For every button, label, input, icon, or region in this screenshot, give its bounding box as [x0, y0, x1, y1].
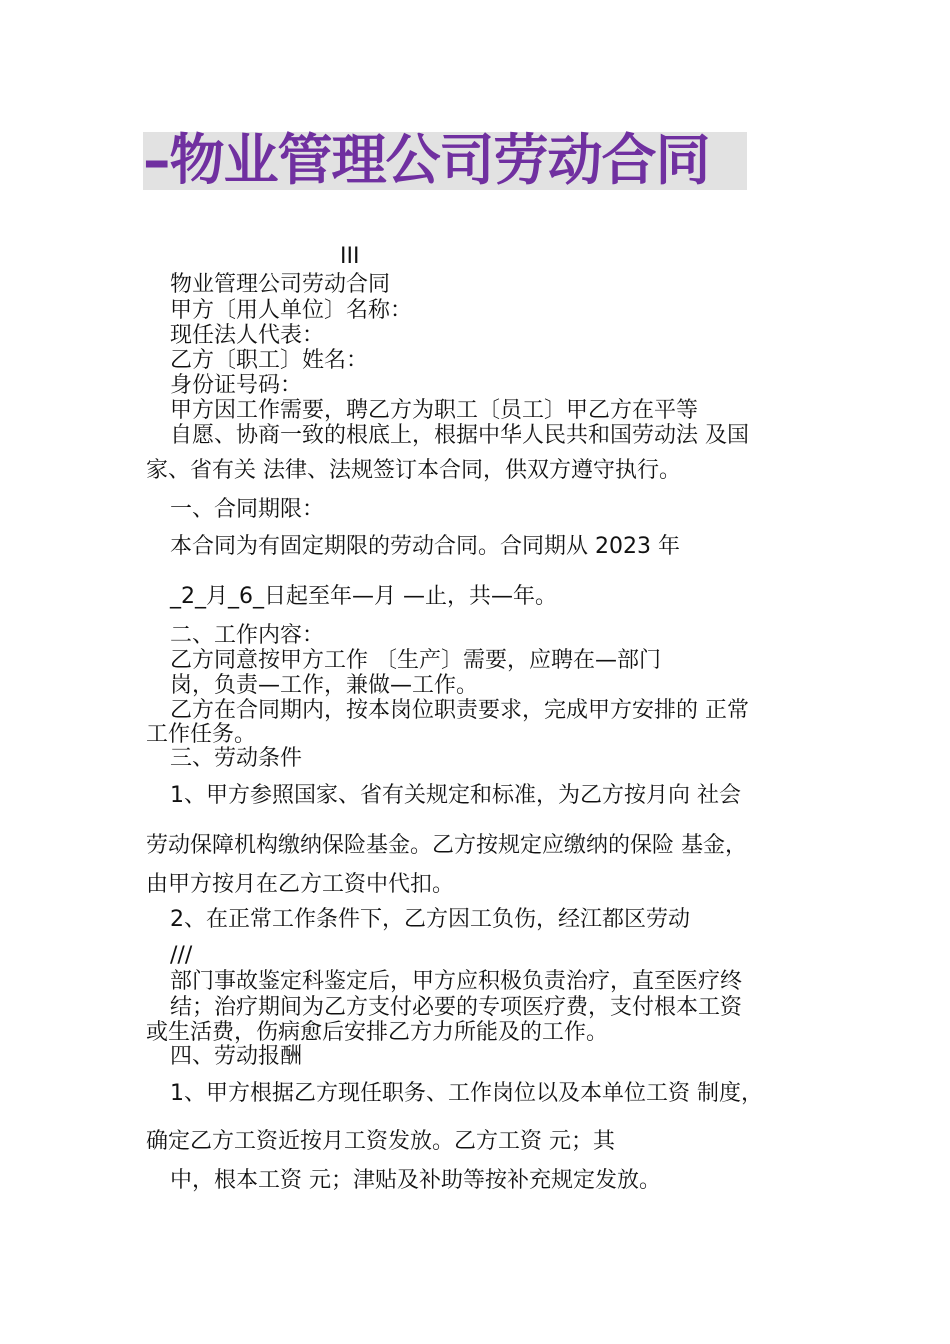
text-line: 四、劳动报酬 — [170, 1044, 303, 1069]
text-line: 现任法人代表： — [170, 323, 325, 348]
text-line: _2_月_6_日起至年—月 —止，共—年。 — [170, 584, 557, 609]
text-line: 家、省有关 法律、法规签订本合同，供双方遵守执行。 — [146, 458, 681, 483]
text-line: 三、劳动条件 — [170, 746, 303, 771]
text-line: 由甲方按月在乙方工资中代扣。 — [146, 872, 455, 897]
text-line: 确定乙方工资近按月工资发放。乙方工资 元；其 — [146, 1129, 615, 1154]
text-line: 甲方〔用人单位〕名称： — [170, 298, 413, 323]
text-line: 岗，负责—工作，兼做—工作。 — [170, 673, 479, 698]
text-line: 乙方同意按甲方工作 〔生产〕需要，应聘在—部门 — [170, 648, 661, 673]
text-line: 乙方〔职工〕姓名： — [170, 348, 369, 373]
text-line: 1、甲方根据乙方现任职务、工作岗位以及本单位工资 制度， — [170, 1081, 763, 1106]
text-line: 部门事故鉴定科鉴定后，甲方应积极负责治疗，直至医疗终 — [170, 969, 743, 994]
text-line: 一、合同期限： — [170, 497, 325, 522]
text-line: 结；治疗期间为乙方支付必要的专项医疗费，支付根本工资 — [170, 995, 743, 1020]
text-line: 中，根本工资 元；津贴及补助等按补充规定发放。 — [170, 1168, 661, 1193]
text-line: /// — [170, 943, 193, 968]
text-line: 自愿、协商一致的根底上，根据中华人民共和国劳动法 及国 — [170, 423, 749, 448]
text-line: 工作任务。 — [146, 722, 257, 747]
text-line: 2、在正常工作条件下，乙方因工负伤，经江都区劳动 — [170, 907, 690, 932]
text-line: 1、甲方参照国家、省有关规定和标准，为乙方按月向 社会 — [170, 783, 741, 808]
text-line: 乙方在合同期内，按本岗位职责要求，完成甲方安排的 正常 — [170, 698, 749, 723]
text-line: 身份证号码： — [170, 373, 303, 398]
text-line: 二、工作内容： — [170, 623, 325, 648]
text-line: 物业管理公司劳动合同 — [170, 272, 391, 297]
text-line: 或生活费，伤病愈后安排乙方力所能及的工作。 — [146, 1020, 609, 1045]
text-line: 劳动保障机构缴纳保险基金。乙方按规定应缴纳的保险 基金， — [146, 833, 747, 858]
document-title: –物业管理公司劳动合同 — [143, 128, 710, 192]
text-line: 本合同为有固定期限的劳动合同。合同期从 2023 年 — [170, 534, 680, 559]
text-line: III — [340, 244, 360, 269]
text-line: 甲方因工作需要，聘乙方为职工〔员工〕甲乙方在平等 — [170, 398, 699, 423]
